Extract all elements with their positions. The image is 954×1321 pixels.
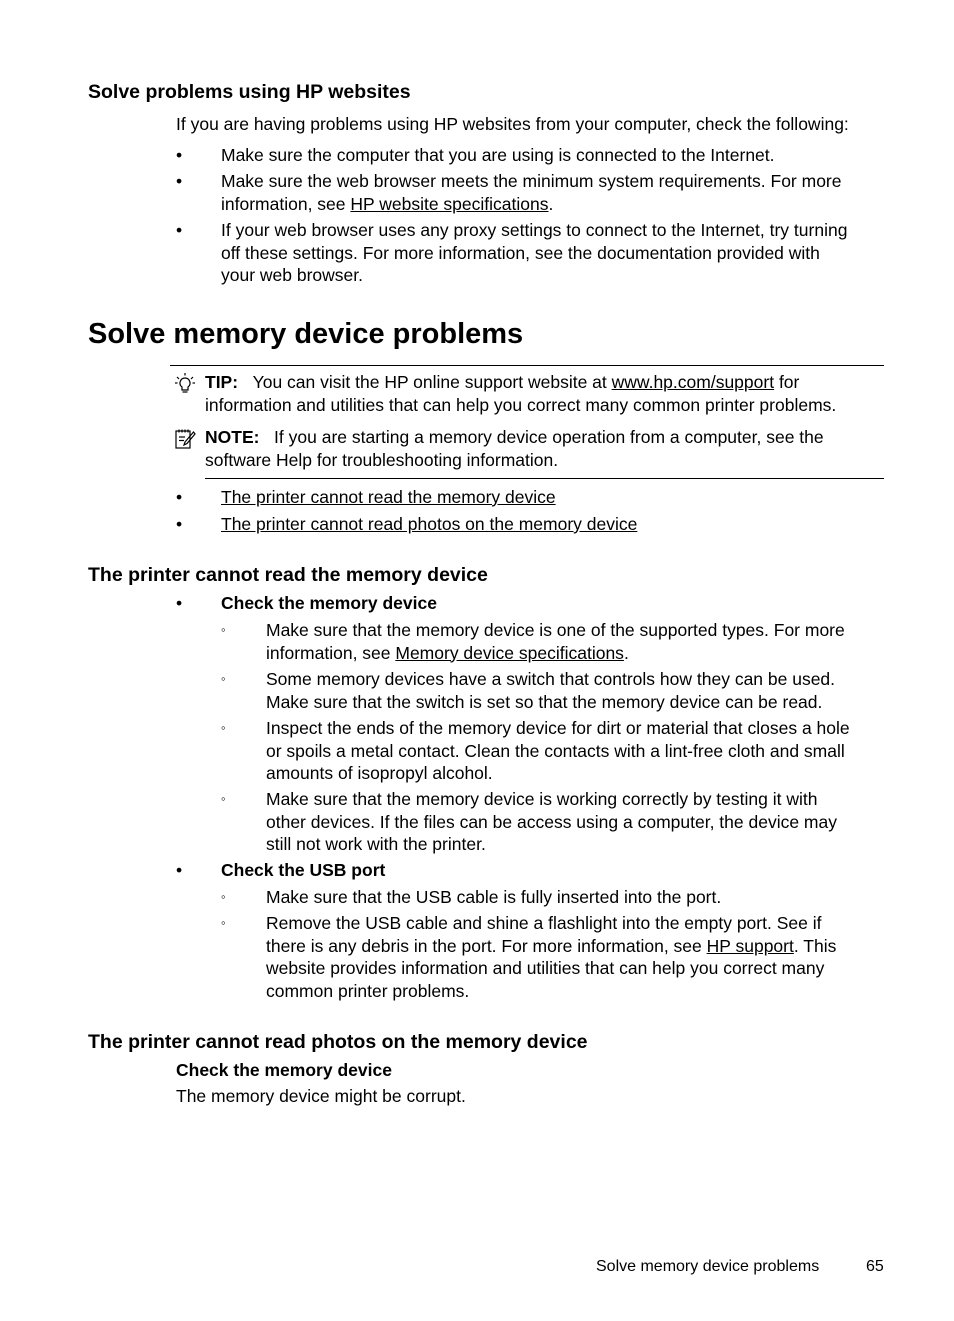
note-label: NOTE: <box>205 427 260 447</box>
tip-box: TIP: You can visit the HP online support website at www.hp.com/support for information and utilities that can help you correct many common printer problems. <box>205 372 837 415</box>
sub-bullet: ◦ <box>221 889 226 904</box>
list-item: Make sure that the USB cable is fully inserted into the port. <box>266 887 722 907</box>
bullet: • <box>176 171 183 191</box>
note-box: NOTE: If you are starting a memory device operation from a computer, see the software Help for troubleshooting information. <box>205 427 824 470</box>
note-icon <box>174 428 196 450</box>
bullet: • <box>176 220 183 240</box>
tip-label: TIP: <box>205 372 239 392</box>
hp-support-link[interactable]: HP support <box>706 935 794 956</box>
sub-bullet: ◦ <box>221 791 226 806</box>
sub-bullet: ◦ <box>221 622 226 637</box>
bullet: • <box>176 593 183 613</box>
list-item: Remove the USB cable and shine a flashlight into the empty port. See if there is any debris in the port. For more information, see HP support. This website provides information and utilities that can help you correct many common printer problems. <box>266 913 837 1001</box>
check-usb-port-label: Check the USB port <box>221 860 386 880</box>
check-memory-device-subheading: Check the memory device <box>176 1060 392 1080</box>
list-item: Make sure the web browser meets the minimum system requirements. For more information, see HP website specifications. <box>221 171 842 214</box>
list-item: Inspect the ends of the memory device for dirt or material that closes a hole or spoils a metal contact. Clean the contacts with a lint-free cloth and small amounts of isopropyl alcohol. <box>266 718 850 783</box>
check-memory-device-label: Check the memory device <box>221 593 437 613</box>
memory-device-specifications-link[interactable]: Memory device specifications <box>395 642 624 663</box>
link-cannot-read-photos[interactable]: The printer cannot read photos on the memory device <box>221 514 638 534</box>
list-item: Make sure the computer that you are using is connected to the Internet. <box>221 145 775 165</box>
bullet: • <box>176 514 183 534</box>
bullet: • <box>176 145 183 165</box>
page-number: 65 <box>866 1258 884 1275</box>
section-heading-cannot-read-photos: The printer cannot read photos on the memory device <box>88 1031 588 1053</box>
hp-support-url-link[interactable]: www.hp.com/support <box>611 372 775 392</box>
sub-bullet: ◦ <box>221 720 226 735</box>
hp-website-specifications-link[interactable]: HP website specifications <box>350 193 549 214</box>
section-heading-hp-websites: Solve problems using HP websites <box>88 81 411 103</box>
bullet: • <box>176 487 183 507</box>
corrupt-device-text: The memory device might be corrupt. <box>176 1086 466 1106</box>
sub-bullet: ◦ <box>221 671 226 686</box>
page-title: Solve memory device problems <box>88 318 524 350</box>
list-item: Make sure that the memory device is one of the supported types. For more information, see Memory device specifications. <box>266 620 845 663</box>
list-item: Some memory devices have a switch that controls how they can be used. Make sure that the switch is set so that the memory device can be read. <box>266 669 836 712</box>
list-item: If your web browser uses any proxy settings to connect to the Internet, try turning off these settings. For more information, see the documentation provided with your web browser. <box>221 220 848 285</box>
divider <box>205 478 884 479</box>
divider <box>170 365 884 366</box>
list-item: Make sure that the memory device is working correctly by testing it with other devices. If the files can be access using a computer, the device may still not work with the printer. <box>266 789 837 854</box>
sub-bullet: ◦ <box>221 915 226 930</box>
section-heading-cannot-read-memory-device: The printer cannot read the memory device <box>88 564 488 586</box>
link-cannot-read-memory-device[interactable]: The printer cannot read the memory device <box>221 487 556 507</box>
lightbulb-icon <box>174 372 196 396</box>
intro-paragraph: If you are having problems using HP websites from your computer, check the following: <box>176 114 849 134</box>
footer-section-title: Solve memory device problems <box>596 1258 820 1275</box>
bullet: • <box>176 860 183 880</box>
